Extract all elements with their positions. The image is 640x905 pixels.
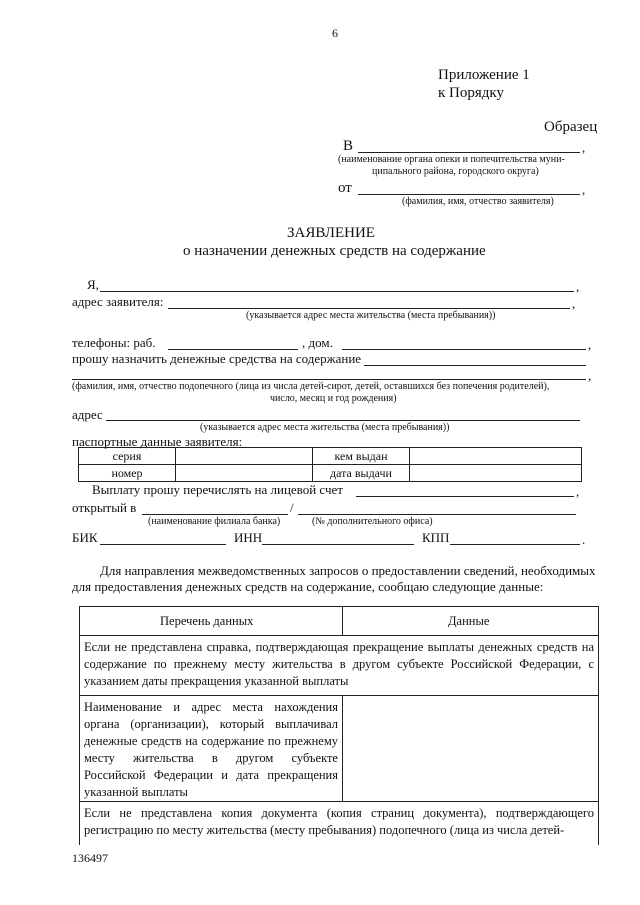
to-hint-1: (наименование органа опеки и попечительства муни- (338, 154, 565, 165)
office-hint: (№ дополнительного офиса) (312, 516, 433, 527)
period: . (582, 532, 586, 547)
home-phone-line[interactable] (342, 349, 586, 350)
intro-line-1: Для направления межведомственных запросов о предоставлении сведений, необходимых (100, 563, 596, 578)
row2-text: Наименование и адрес места нахождения органа (организации), который выплачивал денежные средств на содержание по прежнему месту жительства в другом субъекте Российской Федерации и дата прекращения указанной выплаты (84, 700, 338, 799)
applicant-name-line[interactable] (100, 291, 574, 292)
series-value[interactable] (176, 448, 313, 465)
comma: , (582, 140, 586, 155)
appendix-line2: к Порядку (438, 85, 504, 101)
home-label: , дом. (302, 335, 333, 350)
kpp-line[interactable] (450, 544, 580, 545)
ward-hint-2: число, месяц и год рождения) (270, 393, 397, 404)
i-label: Я, (87, 277, 99, 292)
issue-date-value[interactable] (410, 465, 582, 482)
comma: , (572, 296, 576, 311)
payment-label: Выплату прошу перечислять на лицевой счет (92, 482, 343, 497)
row1-text: Если не представлена справка, подтверждающая прекращение выплаты денежных средств на содержание по прежнему месту жительства в другом субъекте Российской Федерации, с указанием даты прекращения указанной выплаты (84, 640, 594, 688)
col-header-list: Перечень данных (160, 614, 254, 628)
address2-hint: (указывается адрес места жительства (места пребывания)) (200, 422, 450, 433)
from-hint: (фамилия, имя, отчество заявителя) (402, 196, 554, 207)
issued-by-value[interactable] (410, 448, 582, 465)
from-field-line[interactable] (358, 194, 580, 195)
doc-title: ЗАЯВЛЕНИЕ (287, 225, 375, 241)
data-table (79, 606, 599, 845)
comma: , (582, 182, 586, 197)
page-number: 6 (332, 26, 338, 40)
comma: , (588, 368, 592, 383)
comma: , (576, 279, 580, 294)
request-label: прошу назначить денежные средства на содержание (72, 351, 362, 366)
address-line[interactable] (168, 308, 570, 309)
account-line[interactable] (356, 496, 574, 497)
ward-line-1[interactable] (364, 365, 586, 366)
bank-hint: (наименование филиала банка) (148, 516, 281, 527)
intro-line-2: для предоставления денежных средств на содержание, сообщаю следующие данные: (72, 579, 544, 594)
work-phone-line[interactable] (168, 349, 298, 350)
doc-subtitle: о назначении денежных средств на содержание (183, 243, 486, 259)
row2-divider (342, 695, 343, 801)
from-prefix: от (338, 180, 352, 196)
appendix-line1: Приложение 1 (438, 67, 530, 83)
number-value[interactable] (176, 465, 313, 482)
sample-label: Образец (544, 119, 598, 135)
ward-line-2[interactable] (72, 379, 586, 380)
comma: , (576, 484, 580, 499)
issue-date-label: дата выдачи (313, 465, 410, 482)
address2-line[interactable] (106, 420, 580, 421)
to-hint-2: ципального района, городского округа) (372, 166, 539, 177)
row3-text: Если не представлена копия документа (копия страниц документа), подтверждающего регистрацию по месту жительства (месту пребывания) подопечного (лица из числа детей- (84, 806, 594, 837)
inn-label: ИНН (234, 530, 263, 545)
bik-line[interactable] (100, 544, 226, 545)
comma: , (588, 337, 592, 352)
office-line[interactable] (298, 514, 576, 515)
issued-by-label: кем выдан (313, 448, 410, 465)
series-label: серия (79, 448, 176, 465)
ward-hint-1: (фамилия, имя, отчество подопечного (лица из числа детей-сирот, детей, оставшихся без попечения родителей), (72, 381, 550, 392)
passport-table (78, 447, 582, 482)
slash: / (290, 500, 294, 515)
to-prefix: В (343, 138, 354, 154)
table-row (80, 695, 598, 802)
address2-label: адрес (72, 407, 103, 422)
table-header (80, 607, 598, 636)
phones-label: телефоны: раб. (72, 335, 156, 350)
table-row (80, 635, 598, 696)
col-header-data: Данные (448, 614, 490, 628)
bank-branch-line[interactable] (142, 514, 288, 515)
kpp-label: КПП (422, 530, 450, 545)
address-hint: (указывается адрес места жительства (места пребывания)) (246, 310, 496, 321)
inn-line[interactable] (262, 544, 414, 545)
opened-label: открытый в (72, 500, 137, 515)
document-number: 136497 (72, 851, 108, 865)
to-field-line[interactable] (358, 152, 580, 153)
passport-label: паспортные данные заявителя: (72, 434, 243, 449)
bik-label: БИК (72, 530, 98, 545)
address-label: адрес заявителя: (72, 294, 164, 309)
number-label: номер (79, 465, 176, 482)
header-divider (342, 607, 343, 635)
